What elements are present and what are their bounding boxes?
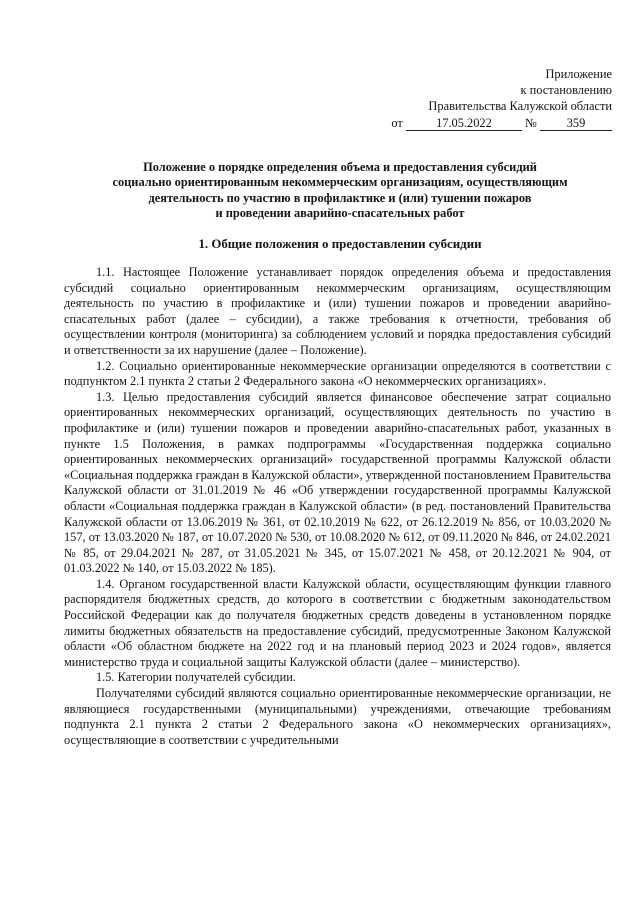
appendix-block	[380, 66, 612, 131]
paragraph-1-2: 1.2. Социально ориентированные некоммерческие организации определяются в соответствии с подпунктом 2.1 пункта 2 статьи 2 Федерального закона «О некоммерческих организациях».	[64, 358, 611, 389]
paragraph-1-4: 1.4. Органом государственной власти Калужской области, осуществляющим функции главного распорядителя бюджетных средств, до которого в соответствии с бюджетным законодательством Российской Федерации как до получателя бюджетных средств доведены в установленном порядке лимиты бюджетных обязательств на предоставление субсидий, предусмотренные Законом Калужской области «Об областном бюджете на 2022 год и на плановый период 2023 и 2024 годов», является министерство труда и социальной защиты Калужской области (далее – министерство).	[64, 576, 611, 669]
title-line: и проведении аварийно-спасательных работ	[215, 206, 465, 221]
title-line: социально ориентированным некоммерческим организациям, осуществляющим	[112, 175, 568, 190]
paragraph-1-1: 1.1. Настоящее Положение устанавливает порядок определения объема и предоставления субсидий социально ориентированным некоммерческим организациям, осуществляющим деятельность по участию в профилактике и (или) тушении пожаров и проведении аварийно-спасательных работ (далее – субсидии), а также требования к отчетности, требования об осуществлении контроля (мониторинга) за соблюдением условий и порядка предоставления субсидий и ответственности за их нарушение (далее – Положение).	[64, 265, 611, 357]
document-body	[64, 265, 611, 748]
appendix-government: Правительства Калужской области	[428, 99, 612, 114]
appendix-to-resolution: к постановлению	[520, 83, 612, 98]
paragraph-1-5-text: Получателями субсидий являются социально ориентированные некоммерческие организации, не являющиеся государственными (муниципальными) учреждениями, отвечающие требованиям подпункта 2.1 пункта 2 статьи 2 Федерального закона «О некоммерческих организациях», осуществляющие в соответствии с учредительными	[64, 686, 611, 747]
title-line: Положение о порядке определения объема и предоставления субсидий	[143, 160, 537, 174]
document-title	[60, 160, 620, 222]
resolution-number: 359	[540, 117, 612, 131]
title-line: деятельность по участию в профилактике и (или) тушении пожаров	[148, 190, 532, 205]
paragraph-1-3: 1.3. Целью предоставления субсидий является финансовое обеспечение затрат социально ориентированных некоммерческих организаций, осуществляющих деятельность по участию в профилактике и (или) тушении пожаров и проведении аварийно-спасательных работ, указанных в пункте 1.5 Положения, в рамках подпрограммы «Государственная поддержка социально ориентированных некоммерческих организаций» государственной программы Калужской области «Социальная поддержка граждан в Калужской области», утвержденной постановлением Правительства Калужской области от 31.01.2019 № 46 «Об утверждении государственной программы Калужской области «Социальная поддержка граждан в Калужской области» (в ред. постановлений Правительства Калужской области от 13.06.2019 № 361, от 02.10.2019 № 622, от 26.12.2019 № 856, от 10.03.2020 № 157, от 13.03.2020 № 187, от 10.07.2020 № 530, от 10.08.2020 № 612, от 09.11.2020 № 846, от 24.02.2021 № 85, от 29.04.2021 № 287, от 31.05.2021 № 345, от 15.07.2021 № 458, от 20.12.2021 № 904, от 01.03.2022 № 140, от 15.03.2022 № 185).	[64, 389, 611, 576]
date-prefix: от	[391, 115, 403, 130]
section-heading: 1. Общие положения о предоставлении субсидии	[198, 237, 482, 251]
resolution-date: 17.05.2022	[406, 117, 522, 131]
appendix-title: Приложение	[545, 67, 612, 81]
paragraph-1-5: 1.5. Категории получателей субсидии.	[96, 670, 296, 685]
appendix-date-row	[380, 115, 612, 131]
number-sign: №	[525, 115, 537, 130]
